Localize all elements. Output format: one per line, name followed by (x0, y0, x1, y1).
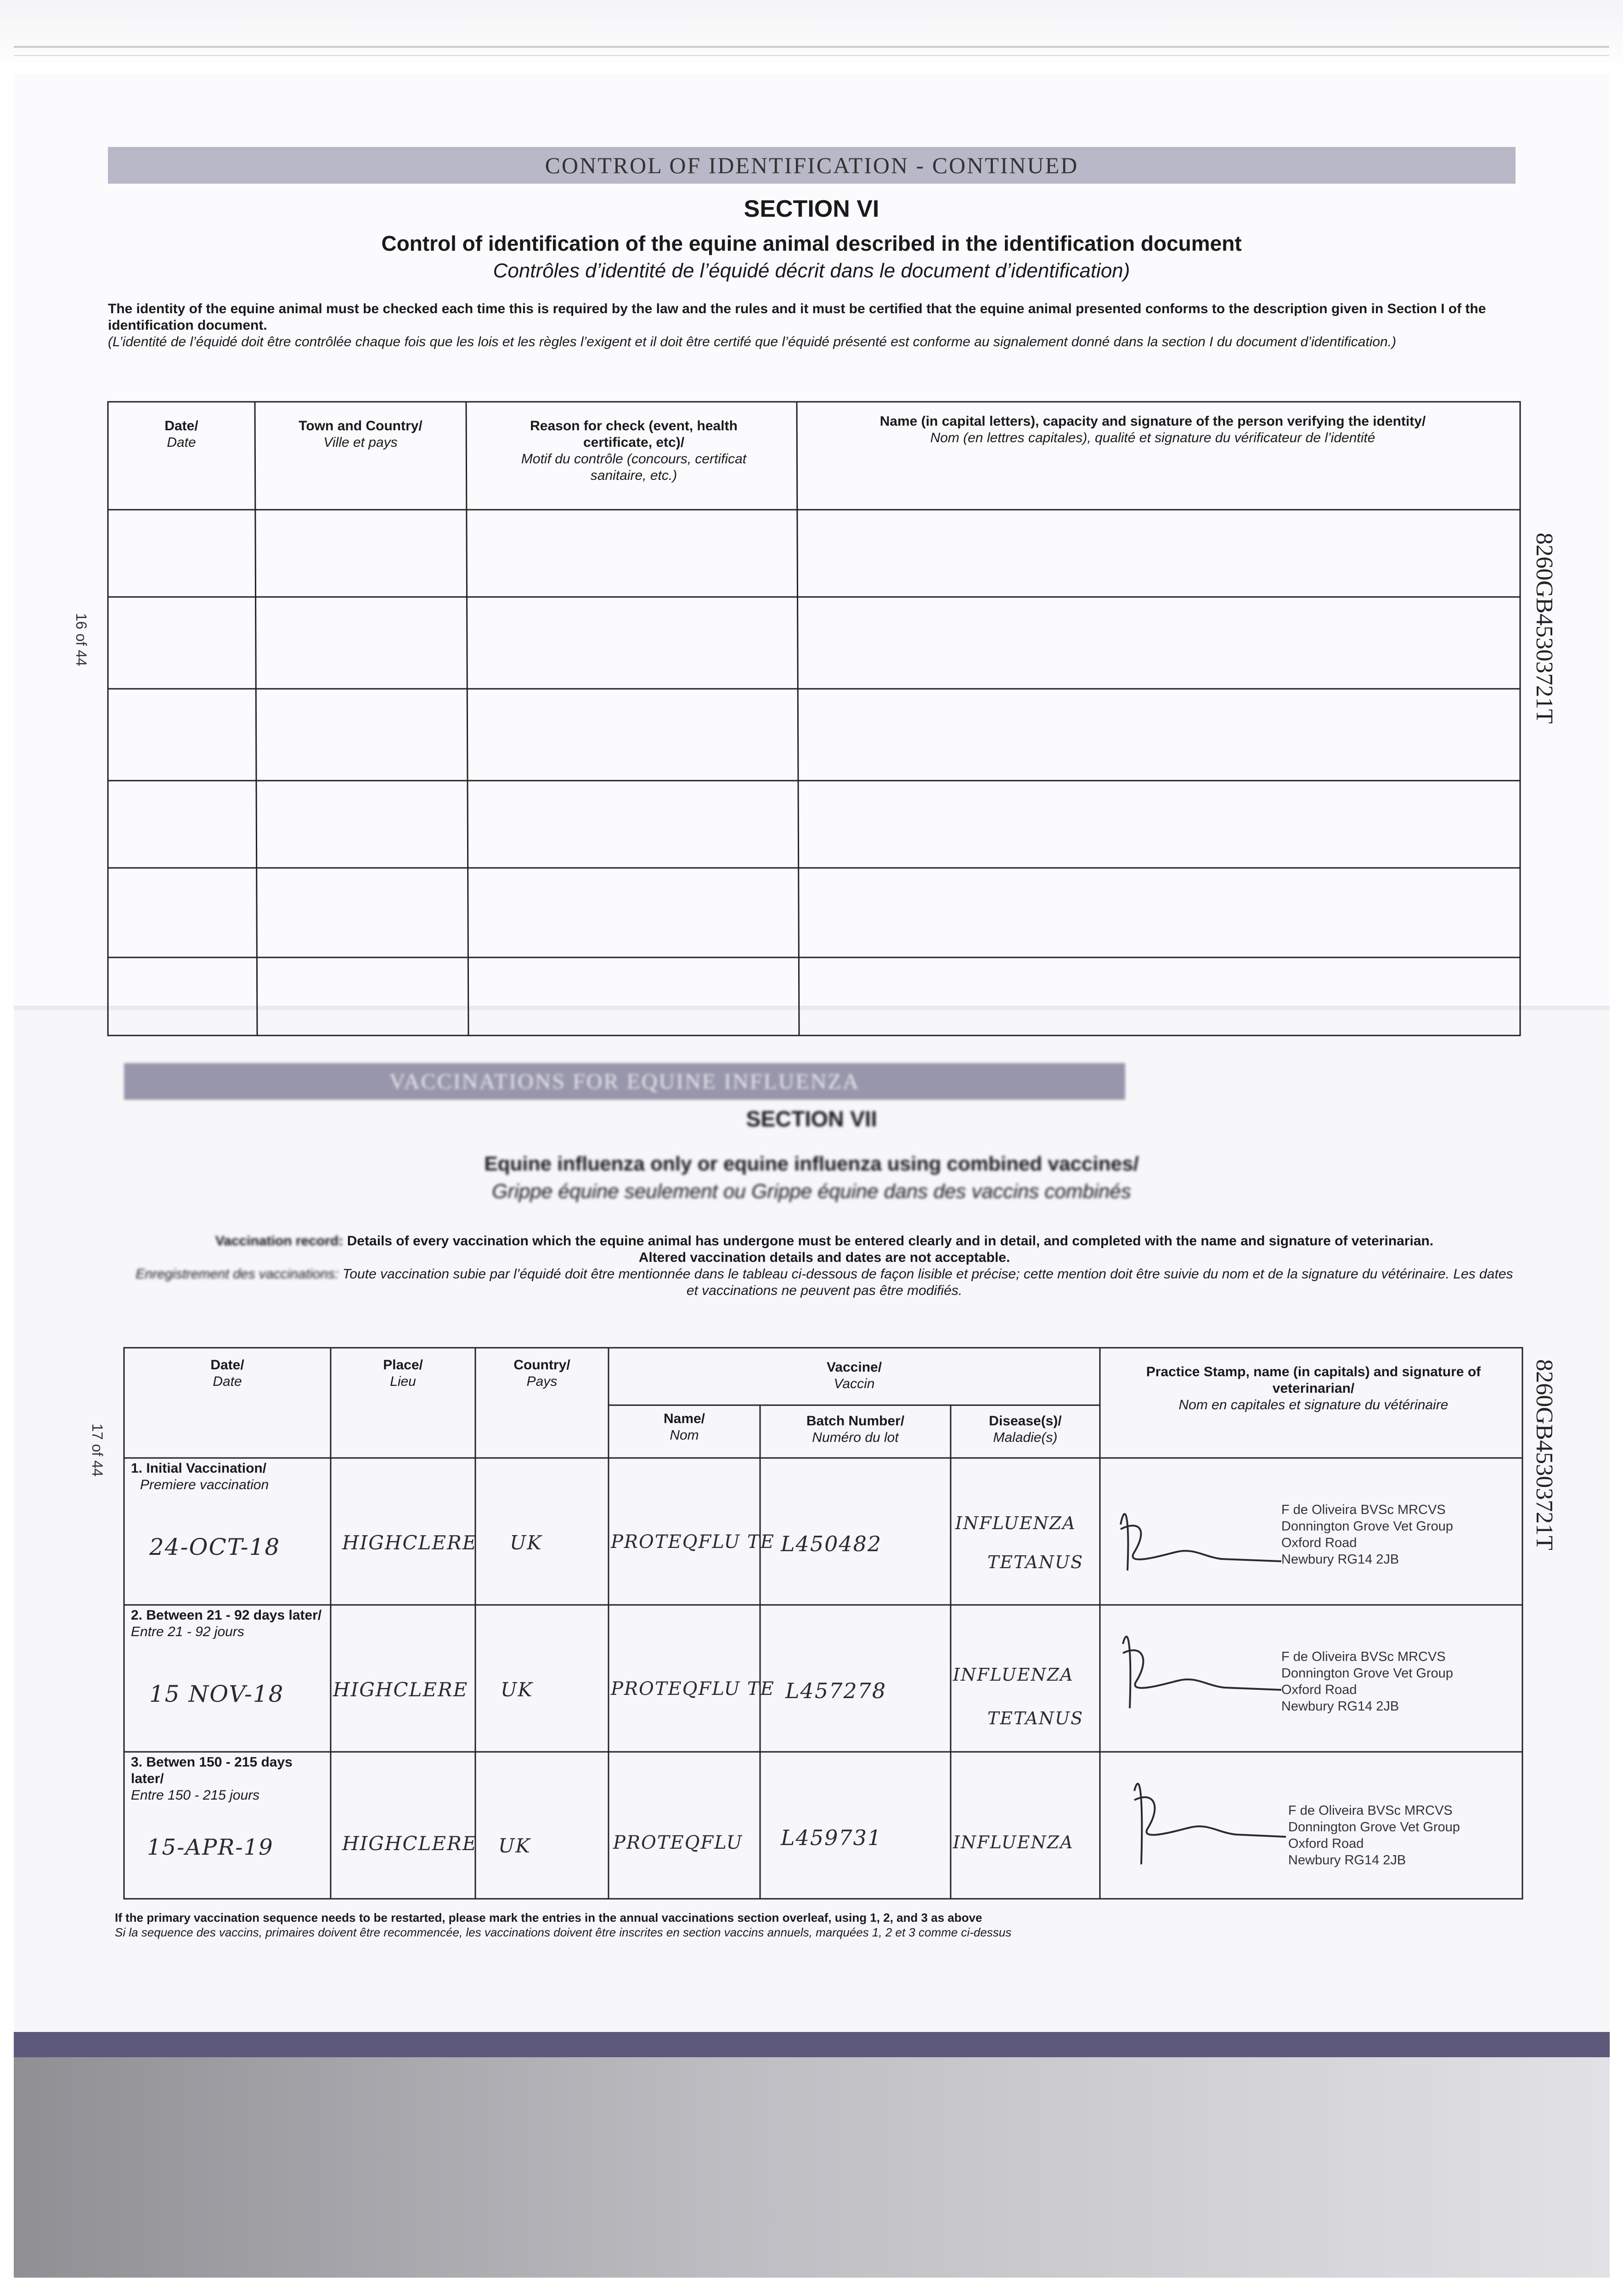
s7-row3-label-en: 3. Betwen 150 - 215 days later/ (131, 1755, 293, 1786)
s7-row2-vaccine-name: PROTEQFLU TE (611, 1678, 775, 1699)
s7-row3-stamp-line1: F de Oliveira BVSc MRCVS (1288, 1803, 1453, 1818)
s7-row2-date: 15 NOV-18 (149, 1681, 284, 1707)
s7-header-stamp-fr: Nom en capitales et signature du vétérinaire (1178, 1397, 1448, 1412)
s7-header-name-fr: Nom (670, 1428, 699, 1443)
s7-row1-disease-1: INFLUENZA (955, 1513, 1076, 1533)
s7-header-batch-fr: Numéro du lot (812, 1430, 899, 1445)
s7-row2-country: UK (501, 1678, 533, 1701)
s7-header-disease-fr: Maladie(s) (993, 1430, 1058, 1445)
s7-header-place-en: Place/ (383, 1357, 423, 1373)
s7-row2-place: HIGHCLERE (333, 1678, 468, 1701)
s7-intro-label-fr: Enregistrement des vaccinations: (135, 1266, 339, 1282)
s6-header-name-en: Name (in capital letters), capacity and signature of the person verifying the identity/ (879, 414, 1426, 429)
s7-row2-batch: L457278 (785, 1678, 887, 1703)
s7-row2-label-fr: Entre 21 - 92 jours (131, 1624, 244, 1639)
s7-header-date-en: Date/ (210, 1357, 244, 1373)
section-6-intro-en: The identity of the equine animal must be checked each time this is required by the law and the rules and it must be certified that the equine animal presented conforms to the description given in Section I of the identification document. (108, 301, 1486, 333)
s7-header-date-fr: Date (213, 1374, 242, 1389)
s7-row3-disease-1: INFLUENZA (953, 1832, 1074, 1852)
s7-row1-vaccine-name: PROTEQFLU TE (611, 1531, 775, 1553)
s7-intro-label-en: Vaccination record: (215, 1233, 344, 1249)
signature-row1 (1121, 1514, 1281, 1570)
s7-row1-country: UK (510, 1531, 542, 1554)
s7-row3-place: HIGHCLERE (342, 1832, 478, 1855)
section-6-intro-fr: (L’identité de l’équidé doit être contrôlée chaque fois que les lois et les règles l’exigent et il doit être certifé que l’équidé présenté est conforme au signalement donné dans la section I du document d’identification.) (108, 334, 1397, 349)
s6-page-number: 16 of 44 (73, 613, 90, 666)
s7-header-place-fr: Lieu (390, 1374, 416, 1389)
s7-row1-label-en: 1. Initial Vaccination/ (131, 1461, 267, 1476)
s7-header-stamp-en: Practice Stamp, name (in capitals) and signature of veterinarian/ (1146, 1364, 1481, 1396)
s7-row1-batch: L450482 (781, 1531, 882, 1556)
s7-page-number: 17 of 44 (89, 1424, 106, 1477)
s7-row1-stamp-line2: Donnington Grove Vet Group (1281, 1519, 1454, 1534)
s7-row1-label-fr: Premiere vaccination (140, 1477, 269, 1492)
s7-intro-fr: Toute vaccination subie par l’équidé doit être mentionnée dans le tableau ci-dessous de façon lisible et précise; cette mention doit être suivie du nom et de la signature du vétérinaire. Les dates et vaccinations ne peuvent pas être modifiés. (342, 1266, 1513, 1298)
s7-row2-disease-1: INFLUENZA (953, 1665, 1074, 1685)
s7-row1-stamp-line4: Newbury RG14 2JB (1281, 1552, 1399, 1567)
s7-row1-date: 24-OCT-18 (149, 1534, 281, 1560)
veterinarian-signatures (1121, 1514, 1286, 1864)
s7-row3-country: UK (498, 1835, 531, 1857)
s7-row1-stamp-line1: F de Oliveira BVSc MRCVS (1281, 1503, 1446, 1517)
s6-header-reason-fr: Motif du contrôle (concours, certificat sanitaire, etc.) (521, 451, 747, 483)
s7-header-vaccine-fr: Vaccin (834, 1376, 875, 1391)
s6-header-town-fr: Ville et pays (323, 435, 398, 450)
section-6-subtitle-fr: Contrôles d’identité de l’équidé décrit dans le document d’identification) (493, 259, 1130, 282)
s7-row2-label-en: 2. Between 21 - 92 days later/ (131, 1608, 322, 1623)
s7-row2-disease-2: TETANUS (987, 1708, 1084, 1728)
s7-row2-stamp-line4: Newbury RG14 2JB (1281, 1699, 1399, 1714)
s7-row3-vaccine-name: PROTEQFLU (613, 1832, 743, 1853)
s7-header-country-fr: Pays (526, 1374, 558, 1389)
s7-document-id: 8260GB45303721T (1531, 1359, 1557, 1550)
section-6-subtitle-en: Control of identification of the equine animal described in the identification document (381, 231, 1242, 255)
s7-row3-stamp-line4: Newbury RG14 2JB (1288, 1853, 1406, 1868)
section-7-table-grid (124, 1348, 1522, 1899)
section-6-table-grid (108, 402, 1520, 1035)
s7-header-vaccine-en: Vaccine/ (826, 1360, 882, 1375)
s6-header-date-fr: Date (167, 435, 196, 450)
signature-row2 (1123, 1637, 1281, 1708)
s7-row2-stamp-line2: Donnington Grove Vet Group (1281, 1666, 1454, 1681)
section-6-title: SECTION VI (744, 196, 879, 222)
s7-row3-label-fr: Entre 150 - 215 jours (131, 1788, 260, 1803)
s7-header-batch-en: Batch Number/ (806, 1413, 905, 1429)
section-6-banner: CONTROL OF IDENTIFICATION - CONTINUED (108, 147, 1516, 184)
s7-footnote-en: If the primary vaccination sequence needs to be restarted, please mark the entries in the annual vaccinations section overleaf, using 1, 2, and 3 as above (115, 1911, 982, 1925)
s7-row3-stamp-line3: Oxford Road (1288, 1836, 1364, 1851)
signature-row3 (1134, 1784, 1286, 1864)
s6-header-town-en: Town and Country/ (299, 418, 423, 433)
section-7-subtitle-fr: Grippe équine seulement ou Grippe équine dans des vaccins combinés (492, 1180, 1131, 1203)
s7-header-disease-en: Disease(s)/ (989, 1413, 1062, 1429)
s7-footnote-fr: Si la sequence des vaccins, primaires doivent être recommencée, les vaccinations doivent être inscrites en section vaccins annuels, marquées 1, 2 et 3 comme ci-dessus (115, 1925, 1012, 1939)
s7-intro-en-2: Altered vaccination details and dates are not acceptable. (638, 1250, 1010, 1265)
s7-header-country-en: Country/ (513, 1357, 570, 1373)
s7-row2-stamp-line1: F de Oliveira BVSc MRCVS (1281, 1649, 1446, 1664)
s7-header-name-en: Name/ (663, 1411, 705, 1426)
s6-header-date-en: Date/ (164, 418, 198, 433)
s7-row1-disease-2: TETANUS (987, 1552, 1084, 1572)
section-7-subtitle-en: Equine influenza only or equine influenza using combined vaccines/ (484, 1153, 1139, 1175)
s7-row3-date: 15-APR-19 (147, 1835, 274, 1860)
s7-row3-batch: L459731 (781, 1825, 882, 1850)
s7-row1-stamp-line3: Oxford Road (1281, 1536, 1357, 1550)
section-7-banner: VACCINATIONS FOR EQUINE INFLUENZA (124, 1063, 1125, 1100)
s7-row2-stamp-line3: Oxford Road (1281, 1683, 1357, 1697)
s6-document-id: 8260GB45303721T (1531, 533, 1557, 724)
s6-header-name-fr: Nom (en lettres capitales), qualité et signature du vérificateur de l’identité (930, 430, 1375, 445)
s7-row3-stamp-line2: Donnington Grove Vet Group (1288, 1820, 1460, 1835)
s7-intro-en: Details of every vaccination which the equine animal has undergone must be entered clearly and in detail, and completed with the name and signature of veterinarian. (347, 1233, 1434, 1249)
section-7-title: SECTION VII (746, 1107, 877, 1131)
s7-row1-place: HIGHCLERE (342, 1531, 478, 1554)
s6-header-reason-en: Reason for check (event, health certificate, etc)/ (530, 418, 738, 450)
